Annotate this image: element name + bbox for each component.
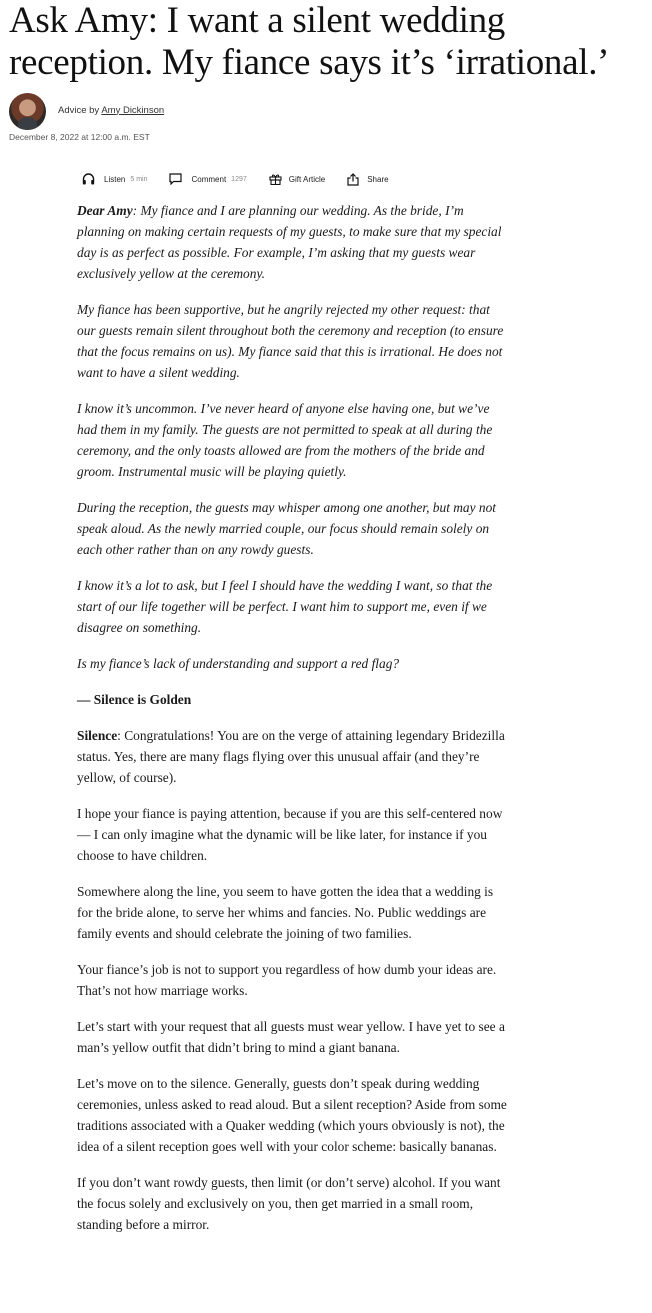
letter-paragraph: During the reception, the guests may whisper among one another, but may not speak aloud. As the newly married couple, our focus should remain solely on each other rather than on any rowdy guests. — [77, 500, 497, 557]
answer-paragraph: Your fiance’s job is not to support you regardless of how dumb your ideas are. That’s not how marriage works. — [77, 962, 497, 998]
gift-icon — [269, 173, 282, 185]
byline-text — [58, 105, 164, 116]
letter-paragraph: My fiance has been supportive, but he angrily rejected my other request: that our guests remain silent throughout both the ceremony and reception (to ensure that the focus remains on us). My fiance said that this is irrational. He does not want to have a silent wedding. — [77, 302, 504, 380]
listen-duration: 5 min — [130, 175, 148, 183]
share-icon — [347, 173, 359, 186]
answer-paragraph: If you don’t want rowdy guests, then limit (or don’t serve) alcohol. If you want the focus solely and exclusively on you, then get married in a small room, standing before a mirror. — [77, 1175, 501, 1232]
answer-paragraph: Somewhere along the line, you seem to have gotten the idea that a wedding is for the bride alone, to serve her whims and fancies. No. Public weddings are family events and should celebrate the joining of two families. — [77, 884, 494, 941]
letter-signature: — Silence is Golden — [77, 692, 192, 707]
answer-paragraph: I hope your fiance is paying attention, because if you are this self-centered now — I can only imagine what the dynamic will be like later, for instance if you choose to have children. — [77, 806, 503, 863]
letter-text: : My fiance and I are planning our wedding. As the bride, I’m planning on making certain requests of my guests, to make sure that my special day is as perfect as possible. For example, I’m asking that my guests wear exclusively yellow at the ceremony. — [77, 203, 502, 281]
letter-paragraph — [77, 200, 507, 284]
listen-button[interactable] — [82, 173, 147, 185]
listen-label: Listen — [104, 174, 126, 184]
byline — [9, 92, 164, 130]
letter-salutation: Dear Amy — [77, 203, 133, 218]
share-button[interactable] — [347, 173, 388, 186]
letter-paragraph: Is my fiance’s lack of understanding and support a red flag? — [77, 656, 400, 671]
answer-text: : Congratulations! You are on the verge of attaining legendary Bridezilla status. Yes, there are many flags flying over this unusual affair (and they’re yellow, of course). — [77, 728, 505, 785]
comment-label: Comment — [191, 174, 227, 184]
answer-paragraph: Let’s start with your request that all guests must wear yellow. I have yet to see a man’s yellow outfit that didn’t bring to mind a giant banana. — [77, 1019, 505, 1055]
comment-button[interactable] — [169, 173, 246, 185]
answer-lead: Silence — [77, 728, 118, 743]
author-avatar[interactable] — [9, 93, 46, 130]
answer-paragraph — [77, 725, 507, 788]
page-title: Ask Amy: I want a silent wedding reception. My fiance says it’s ‘irrational.’ — [9, 0, 610, 83]
letter-paragraph: I know it’s a lot to ask, but I feel I should have the wedding I want, so that the start of our life together will be perfect. I want him to support me, even if we disagree on something. — [77, 578, 493, 635]
comment-count: 1297 — [231, 175, 247, 183]
gift-article-button[interactable] — [269, 173, 325, 185]
publish-date: December 8, 2022 at 12:00 a.m. EST — [9, 132, 150, 142]
gift-article-label: Gift Article — [288, 174, 326, 184]
article-body — [77, 200, 507, 1250]
headphones-icon — [82, 173, 95, 185]
answer-paragraph: Let’s move on to the silence. Generally, guests don’t speak during wedding ceremonies, unless asked to read aloud. But a silent reception? Aside from some traditions associated with a Quaker wedding (which yours obviously is not), the idea of a silent reception goes well with your color scheme: basically bananas. — [77, 1076, 507, 1154]
letter-paragraph: I know it’s uncommon. I’ve never heard of anyone else having one, but we’ve had them in my family. The guests are not permitted to speak at all during the ceremony, and the only toasts allowed are from the mothers of the bride and groom. Instrumental music will be playing quietly. — [77, 401, 493, 479]
share-label: Share — [367, 174, 389, 184]
article-toolbar — [82, 169, 411, 189]
comment-icon — [169, 173, 182, 185]
author-link[interactable]: Amy Dickinson — [101, 104, 165, 116]
byline-prefix: Advice by — [58, 104, 100, 116]
